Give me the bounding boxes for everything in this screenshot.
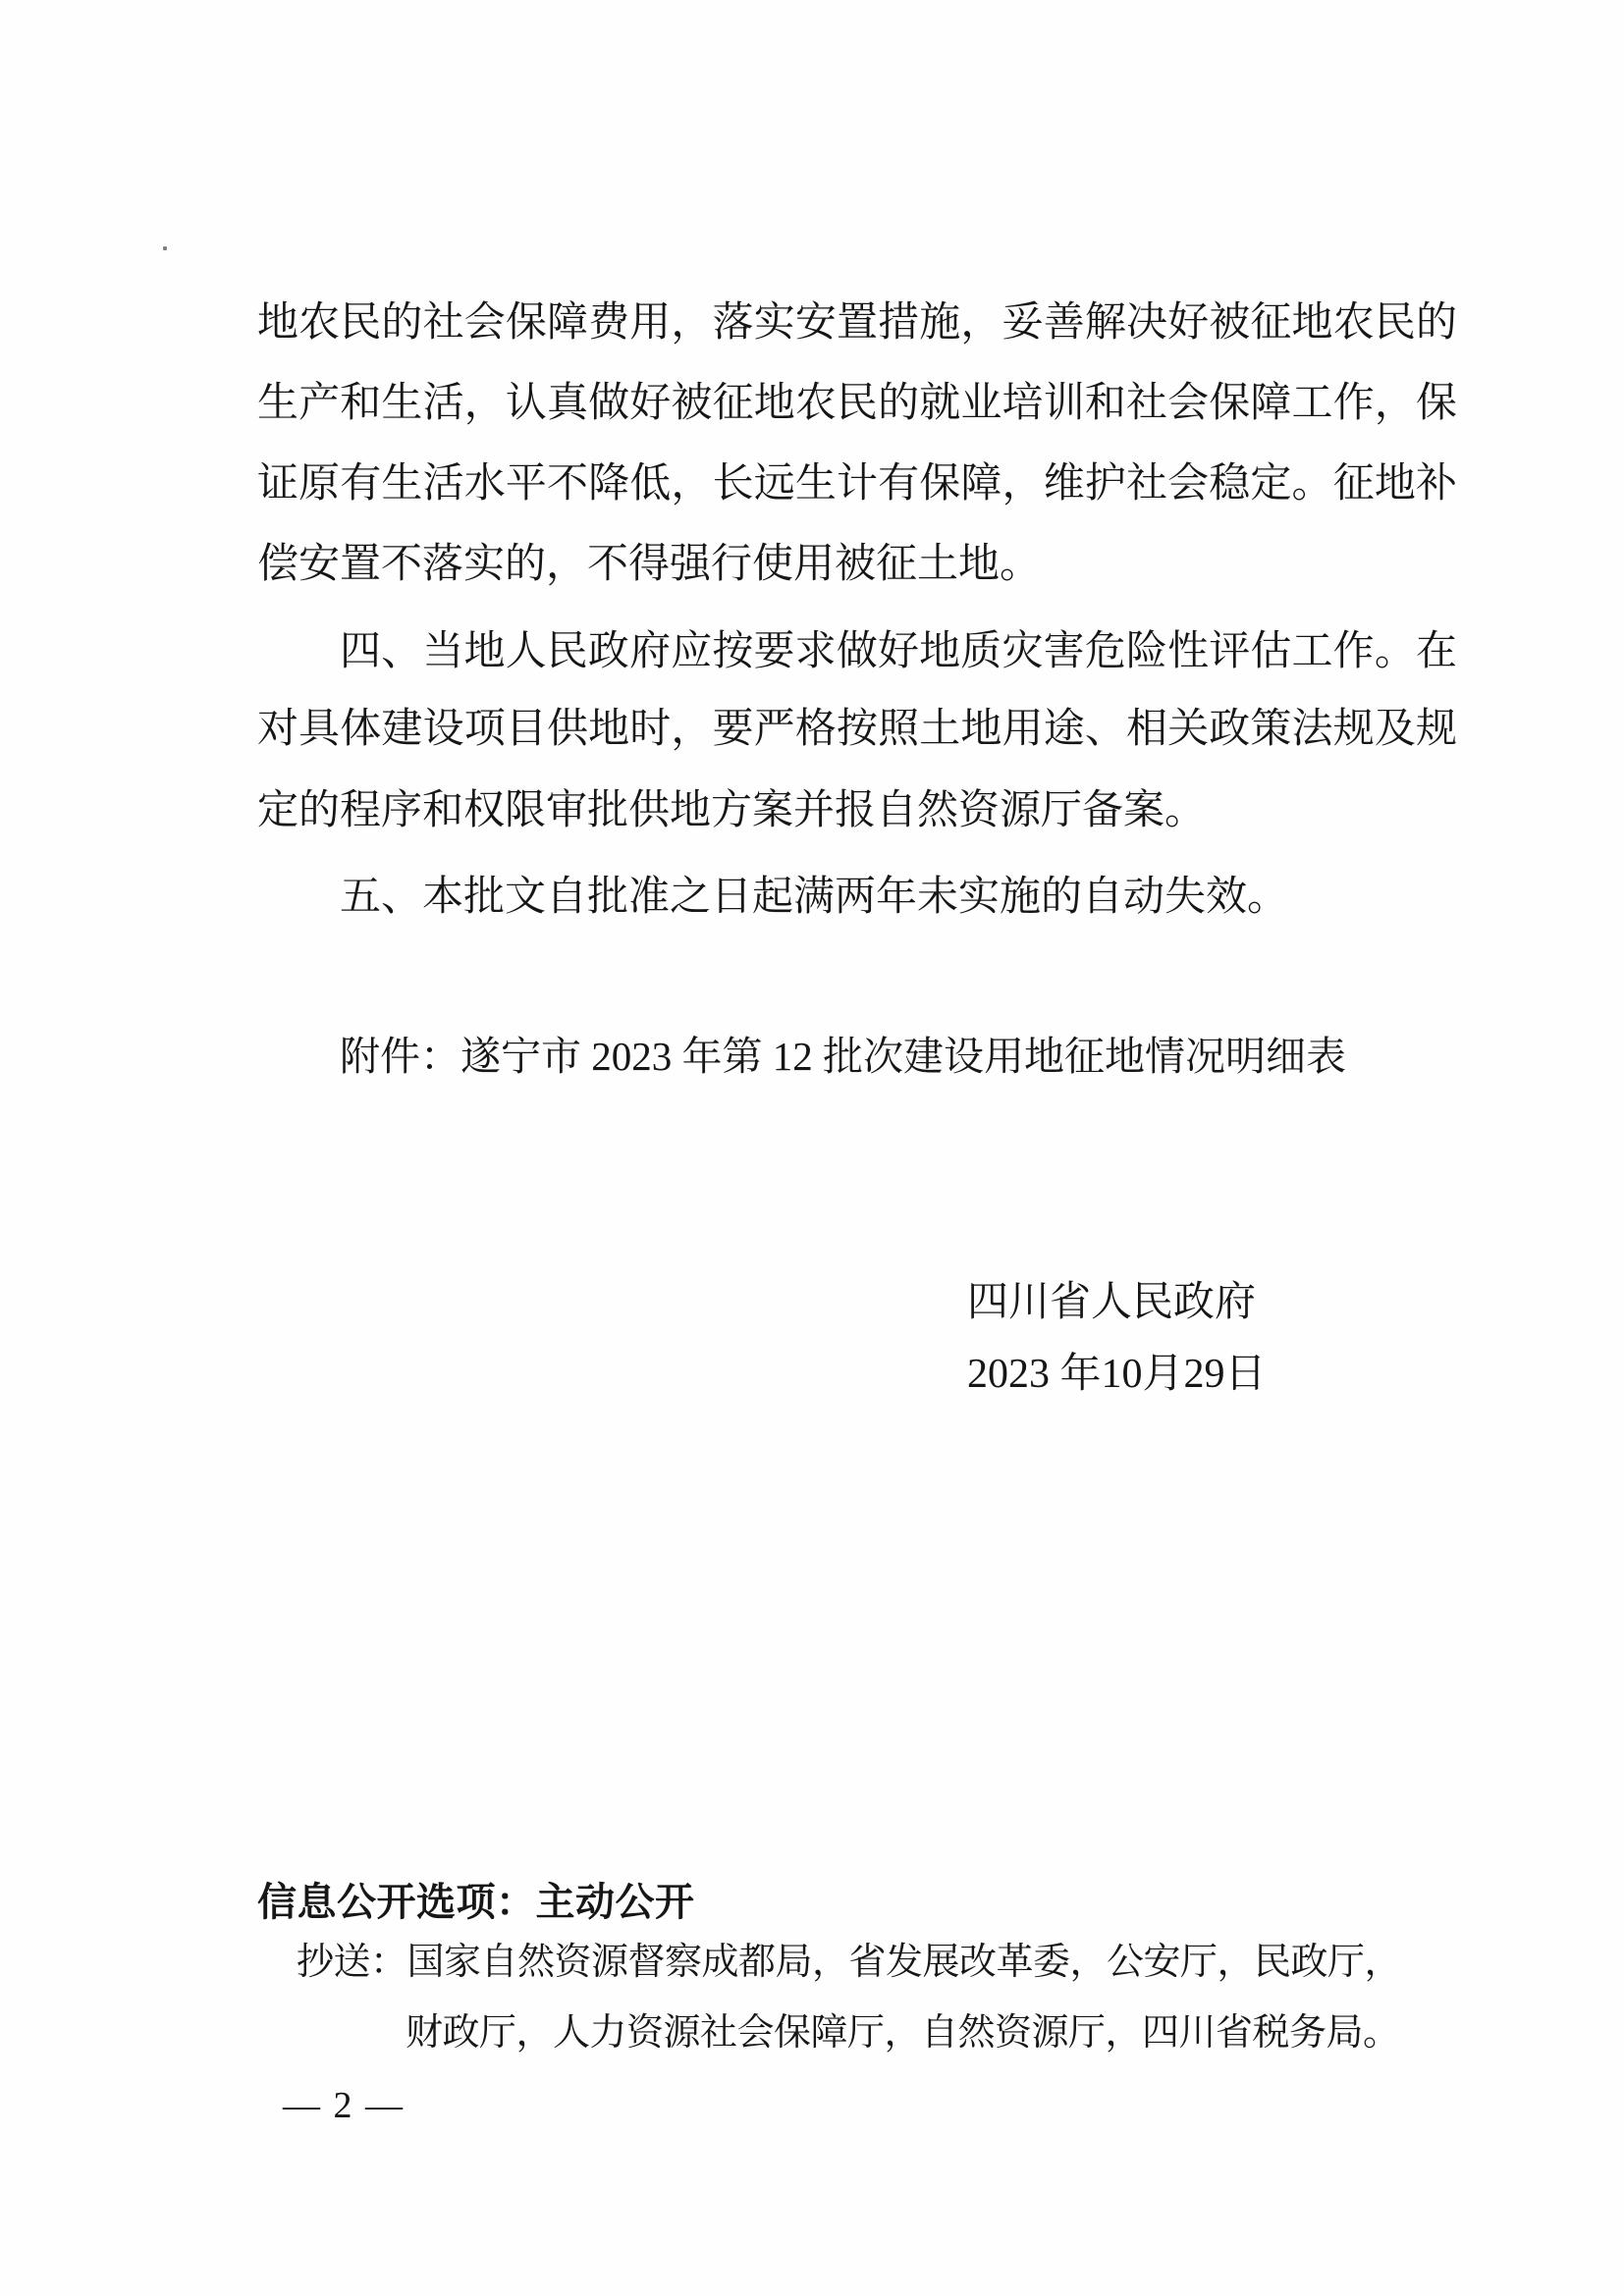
signature-organization: 四川省人民政府 <box>967 1280 1257 1325</box>
page-number: — 2 — <box>283 2085 405 2126</box>
body-line: 对具体建设项目供地时，要严格按照土地用途、相关政策法规及规 <box>257 707 1457 752</box>
scan-speck <box>163 246 167 250</box>
cc-list-line: 抄送：国家自然资源督察成都局，省发展改革委，公安厅，民政厅， <box>297 1942 1402 1983</box>
attachment-line: 附件：遂宁市 2023 年第 12 批次建设用地征地情况明细表 <box>340 1034 1346 1079</box>
publicity-option-line: 信息公开选项：主动公开 <box>257 1881 695 1924</box>
signature-date: 2023 年10月29日 <box>967 1352 1267 1397</box>
body-line: 四、当地人民政府应按要求做好地质灾害危险性评估工作。在 <box>340 629 1457 674</box>
cc-list-line: 财政厅，人力资源社会保障厅，自然资源厅，四川省税务局。 <box>406 2012 1400 2054</box>
body-line: 证原有生活水平不降低，长远生计有保障，维护社会稳定。征地补 <box>257 461 1457 507</box>
body-line: 地农民的社会保障费用，落实安置措施，妥善解决好被征地农民的 <box>257 300 1457 346</box>
body-line: 偿安置不落实的，不得强行使用被征土地。 <box>257 542 1042 587</box>
body-line: 生产和生活，认真做好被征地农民的就业培训和社会保障工作，保 <box>257 381 1457 426</box>
body-line: 定的程序和权限审批供地方案并报自然资源厅备案。 <box>257 788 1207 833</box>
body-line: 五、本批文自批准之日起满两年未实施的自动失效。 <box>340 875 1289 920</box>
